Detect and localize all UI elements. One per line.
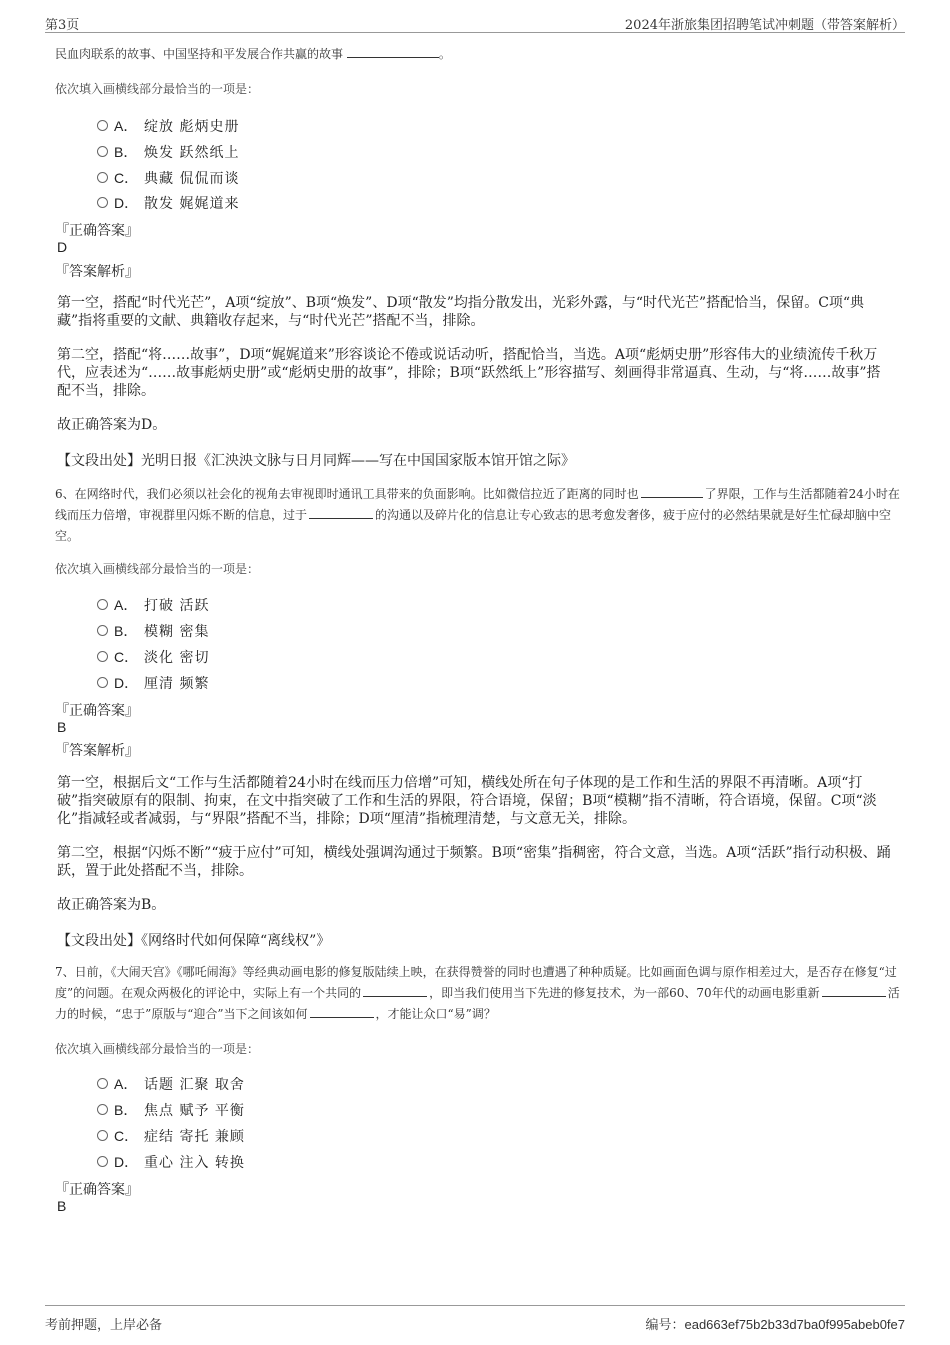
footer-slogan: 考前押题，上岸必备 (45, 1318, 163, 1333)
radio-button[interactable] (97, 1156, 108, 1167)
q6-source: 【文段出处】《网络时代如何保障“离线权”》 (57, 933, 331, 949)
q5-source: 【文段出处】光明日报《汇泱泱文脉与日月同辉——写在中国国家版本馆开馆之际》 (57, 453, 575, 469)
blank (822, 984, 886, 997)
blank (641, 485, 703, 498)
blank (310, 1005, 374, 1018)
q5-analysis-label: 『答案解析』 (55, 264, 139, 280)
q5-option-b[interactable]: B． 焕发 跃然纸上 (97, 142, 239, 162)
q5-option-a[interactable]: A． 绽放 彪炳史册 (97, 116, 239, 136)
page-header (45, 12, 905, 33)
q5-analysis-para-1: 第一空，搭配“时代光芒”，A项“绽放”、B项“焕发”、D项“散发”均指分散发出，光彩外露，与“时代光芒”搭配恰当，保留。C项“典藏”指将重要的文献、典籍收存起来，与“时代光芒”搭配不当，排除。 (57, 295, 865, 329)
document-title: 2024年浙旅集团招聘笔试冲刺题（带答案解析） (624, 18, 905, 33)
radio-button[interactable] (97, 651, 108, 662)
q5-instruction: 依次填入画横线部分最恰当的一项是： (55, 82, 260, 96)
q6-analysis-conclusion: 故正确答案为B。 (57, 897, 166, 913)
q5-answer: D (57, 239, 68, 255)
q7-option-a[interactable]: A． 话题 汇聚 取舍 (97, 1074, 245, 1094)
q7-answer: B (57, 1198, 67, 1214)
radio-button[interactable] (97, 1078, 108, 1089)
radio-button[interactable] (97, 172, 108, 183)
radio-button[interactable] (97, 625, 108, 636)
q5-option-c[interactable]: C． 典藏 侃侃而谈 (97, 168, 239, 188)
blank (363, 984, 427, 997)
radio-button[interactable] (97, 1104, 108, 1115)
radio-button[interactable] (97, 599, 108, 610)
page-footer (45, 1305, 905, 1334)
page-number: 第3页 (45, 18, 80, 33)
q6-instruction: 依次填入画横线部分最恰当的一项是： (55, 562, 260, 576)
q5-analysis-para-2: 第二空，搭配“将……故事”，D项“娓娓道来”形容谈论不倦或说话动听，搭配恰当，当选。A项“彪炳史册”形容伟大的业绩流传千秋万代，应表述为“……故事彪炳史册”或“彪炳史册的故事”，排除；B项“跃然纸上”形容描写、刻画得非常逼真、生动，与“将……故事”搭配不当，排除。 (57, 347, 881, 399)
q5-analysis-conclusion: 故正确答案为D。 (57, 417, 167, 433)
q5-stem-tail: 民血肉联系的故事、中国坚持和平发展合作共赢的故事 。 (55, 47, 451, 61)
q6-option-b[interactable]: B． 模糊 密集 (97, 621, 209, 641)
document-id: 编号：ead663ef75b2b33d7ba0f995abeb0fe7 (645, 1317, 905, 1332)
q5-answer-label: 『正确答案』 (55, 223, 139, 239)
q7-stem: 7、日前，《大闹天宫》《哪吒闹海》等经典动画电影的修复版陆续上映，在获得赞誉的同时也遭遇了种种质疑。比如画面色调与原作相差过大，是否存在修复“过度”的问题。在观众两极化的评论中，实际上有一个共同的 ，即当我们使用当下先进的修复技术，为一部60、70年代的动画电影重新 活力的时候，“忠于”原版与“迎合”当下之间该如何 ，才能让众口“易”调？ (55, 965, 900, 1021)
q5-option-d[interactable]: D． 散发 娓娓道来 (97, 193, 239, 213)
q7-instruction: 依次填入画横线部分最恰当的一项是： (55, 1042, 260, 1056)
q7-answer-label: 『正确答案』 (55, 1182, 139, 1198)
q6-option-d[interactable]: D． 厘清 频繁 (97, 673, 209, 693)
radio-button[interactable] (97, 677, 108, 688)
q6-stem: 6、在网络时代，我们必须以社会化的视角去审视即时通讯工具带来的负面影响。比如微信拉近了距离的同时也 了界限，工作与生活都随着24小时在线而压力倍增，审视群里闪烁不断的信息，过于 的沟通以及碎片化的信息让专心致志的思考愈发奢侈，疲于应付的必然结果就是好生忙碌却脑中空空。 (55, 487, 900, 543)
radio-button[interactable] (97, 197, 108, 208)
q6-analysis-label: 『答案解析』 (55, 743, 139, 759)
q6-option-a[interactable]: A． 打破 活跃 (97, 595, 209, 615)
q6-analysis-para-1: 第一空，根据后文“工作与生活都随着24小时在线而压力倍增”可知，横线处所在句子体现的是工作和生活的界限不再清晰。A项“打破”指突破原有的限制、拘束，在文中指突破了工作和生活的界限，符合语境，保留；B项“模糊”指不清晰，符合语境，保留。C项“淡化”指减轻或者减弱，与“界限”搭配不当，排除；D项“厘清”指梳理清楚，与文意无关，排除。 (57, 775, 877, 827)
q6-answer: B (57, 719, 67, 735)
blank (347, 45, 439, 58)
q6-answer-label: 『正确答案』 (55, 703, 139, 719)
radio-button[interactable] (97, 1130, 108, 1141)
radio-button[interactable] (97, 146, 108, 157)
radio-button[interactable] (97, 120, 108, 131)
q7-option-c[interactable]: C． 症结 寄托 兼顾 (97, 1126, 245, 1146)
blank (309, 506, 373, 519)
q7-option-d[interactable]: D． 重心 注入 转换 (97, 1152, 245, 1172)
q6-analysis-para-2: 第二空，根据“闪烁不断”“疲于应付”可知，横线处强调沟通过于频繁。B项“密集”指稠密，符合文意，当选。A项“活跃”指行动积极、踊跃，置于此处搭配不当，排除。 (57, 845, 891, 879)
q6-option-c[interactable]: C． 淡化 密切 (97, 647, 209, 667)
q7-option-b[interactable]: B． 焦点 赋予 平衡 (97, 1100, 245, 1120)
